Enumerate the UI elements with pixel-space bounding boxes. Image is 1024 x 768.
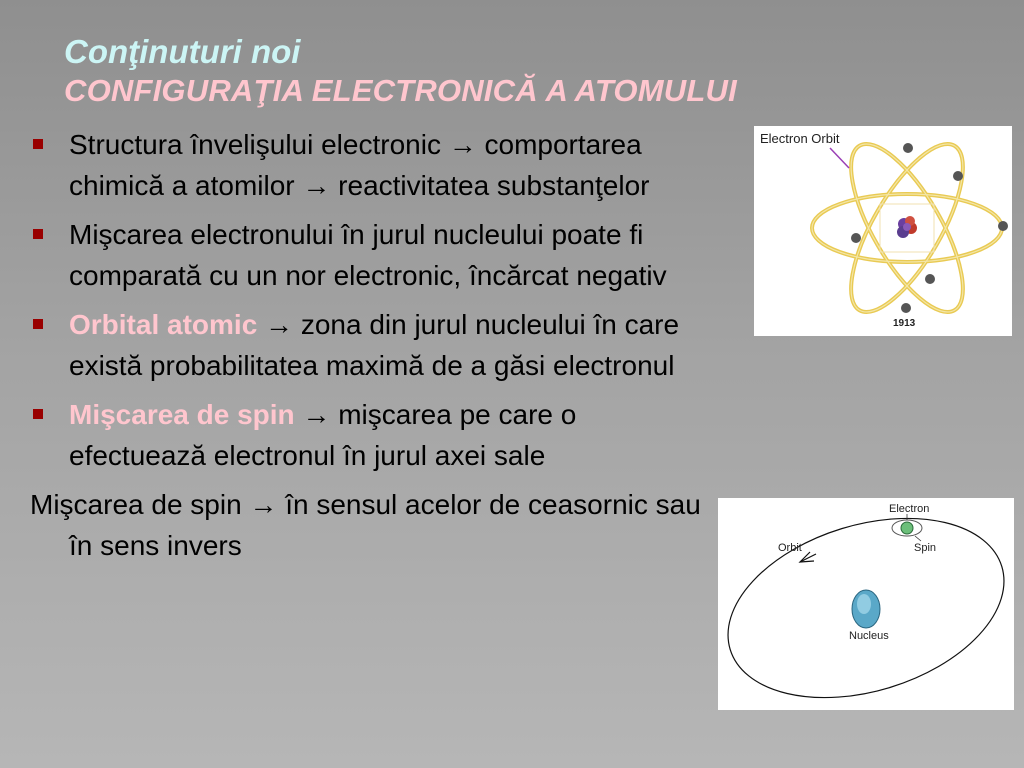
electron-dot [925,274,935,284]
bullet-item [30,214,710,296]
bullet-list [30,124,710,566]
atom-orbit-diagram [754,126,1012,336]
slide-title [64,32,737,109]
bullet-text: Structura învelişului electronic → comportarea chimică a atomilor → reactivitatea substanţelor [69,129,650,201]
spin-label: Spin [914,542,937,554]
bullet-square-icon [33,319,43,329]
bullet-highlight: Orbital atomic [69,309,258,340]
spin-orbit-diagram [718,498,1014,710]
electron-dot [998,221,1008,231]
bullet-square-icon [33,409,43,419]
bullet-text: → zona din jurul nucleului în care există probabilitatea maximă de a găsi electronul [69,309,680,381]
electron-dot [903,143,913,153]
bullet-item [30,124,710,206]
electron-icon [892,520,922,536]
title-line-2: CONFIGURAŢIA ELECTRONICĂ A ATOMULUI [64,72,737,108]
bullet-text: → mişcarea pe care o efectuează electronul în jurul axei sale [69,399,577,471]
title-line-1: Conţinuturi noi [64,33,301,70]
bullet-text: Mişcarea electronului în jurul nucleului poate fi comparată cu un nor electronic, încărcat negativ [69,219,667,291]
electron-dot [901,303,911,313]
atom-orbit-figure [754,126,1012,336]
electron-dot [851,233,861,243]
spin-orbit-figure [718,498,1014,710]
bullet-highlight: Mişcarea de spin [69,399,295,430]
electron-orbit-label: Electron Orbit [760,131,840,146]
bullet-item [30,394,710,476]
electron-dot [953,171,963,181]
bullet-square-icon [33,139,43,149]
nucleus-icon [897,216,917,238]
bullet-item [30,304,710,386]
spin-direction-text: Mişcarea de spin → în sensul acelor de ceasornic sau în sens invers [30,489,701,561]
year-label: 1913 [893,318,916,329]
orbit-label: Orbit [778,542,802,554]
electron-label: Electron [889,503,930,515]
nucleus-icon [852,590,880,628]
nucleus-label: Nucleus [849,630,889,642]
bullet-square-icon [33,229,43,239]
